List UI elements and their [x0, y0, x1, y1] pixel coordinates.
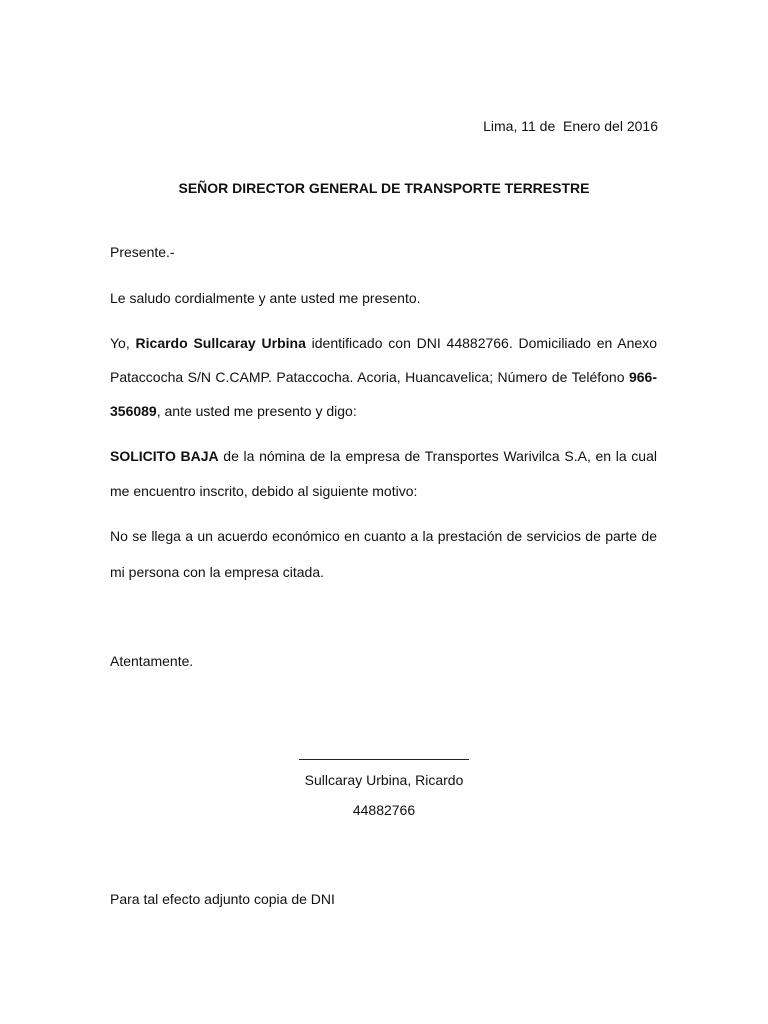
applicant-name: Ricardo Sullcaray Urbina — [135, 335, 306, 351]
signature-dni: 44882766 — [352, 802, 416, 818]
identification-text-2: identificado con DNI 44882766. Domiciliado en Anexo Pataccocha S/N C.CAMP. Pataccocha. Acoria, Huancavelica; Número de Teléfono — [110, 335, 657, 385]
identification-text-3: , ante usted me presento y digo: — [156, 403, 357, 419]
greeting-line: Le saludo cordialmente y ante usted me presento. — [110, 290, 421, 306]
signature-name: Sullcaray Urbina, Ricardo — [304, 772, 464, 788]
identification-paragraph — [110, 326, 657, 428]
letter-recipient: SEÑOR DIRECTOR GENERAL DE TRANSPORTE TERRESTRE — [178, 180, 590, 196]
applicant-phone: 966-356089 — [110, 369, 657, 419]
attachment-note: Para tal efecto adjunto copia de DNI — [110, 891, 335, 907]
letter-date: Lima, 11 de Enero del 2016 — [483, 118, 658, 134]
presente-line: Presente.- — [110, 244, 175, 260]
signature-line — [299, 759, 469, 760]
closing-line: Atentamente. — [110, 653, 194, 669]
identification-text-1: Yo, — [110, 335, 136, 351]
request-text: de la nómina de la empresa de Transportes Warivilca S.A, en la cual me encuentro inscrito, debido al siguiente motivo: — [110, 448, 657, 499]
request-heading: SOLICITO BAJA — [110, 448, 219, 464]
request-paragraph — [110, 439, 657, 509]
reason-paragraph: No se llega a un acuerdo económico en cuanto a la prestación de servicios de parte de mi persona con la empresa citada. — [110, 528, 657, 580]
